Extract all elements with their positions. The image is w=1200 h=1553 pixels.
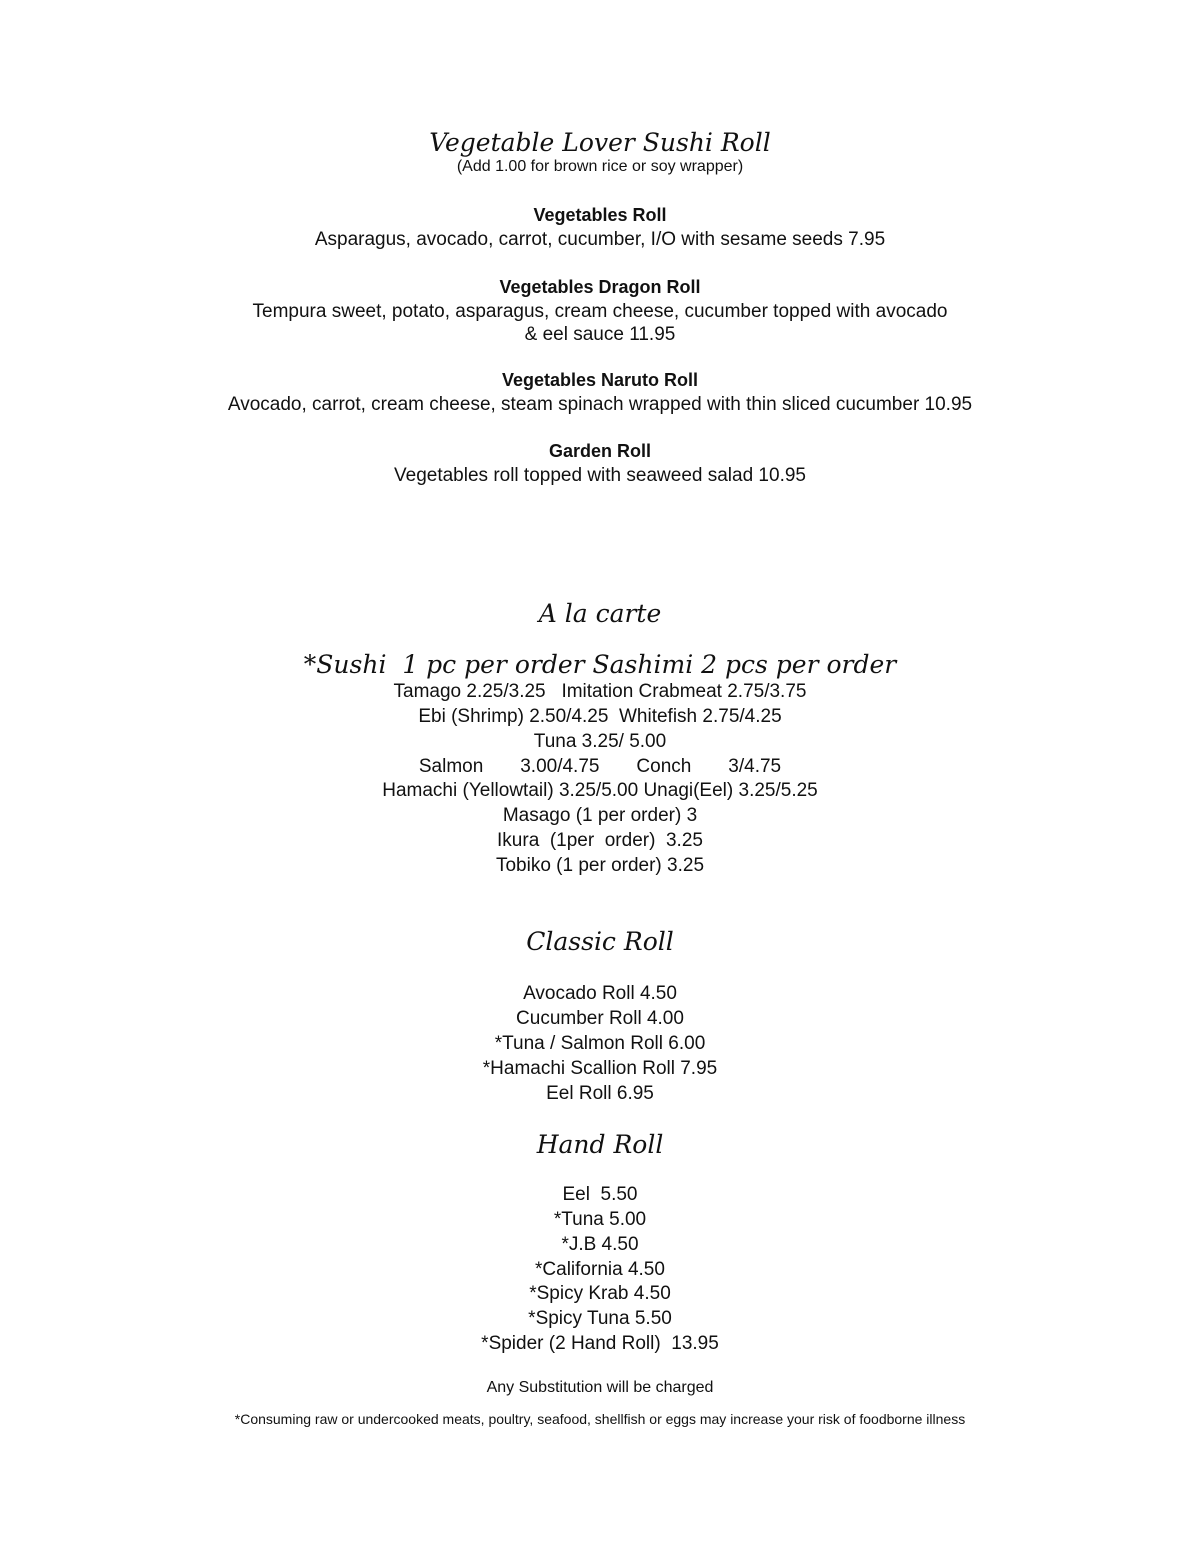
hand-roll-line: *Spider (2 Hand Roll) 13.95 xyxy=(481,1333,719,1354)
hand-roll-title: Hand Roll xyxy=(536,1130,664,1159)
a-la-carte-line: Tuna 3.25/ 5.00 xyxy=(533,731,667,752)
menu-item-description: Tempura sweet, potato, asparagus, cream cheese, cucumber topped with avocado xyxy=(252,301,948,322)
menu-item-name: Vegetables Roll xyxy=(533,205,667,225)
hand-roll-line: *Tuna 5.00 xyxy=(553,1209,647,1230)
classic-roll-line: Avocado Roll 4.50 xyxy=(523,983,677,1004)
a-la-carte-line: Ebi (Shrimp) 2.50/4.25 Whitefish 2.75/4.25 xyxy=(418,706,782,727)
menu-item-name: Garden Roll xyxy=(548,441,651,461)
hand-roll-line: *J.B 4.50 xyxy=(561,1234,639,1255)
hand-roll-line: Eel 5.50 xyxy=(562,1184,638,1205)
menu-item-name: Vegetables Dragon Roll xyxy=(499,277,701,297)
classic-roll-line: Cucumber Roll 4.00 xyxy=(516,1008,684,1029)
menu-item-description: Vegetables roll topped with seaweed salad 10.95 xyxy=(394,465,806,486)
a-la-carte-line: Ikura (1per order) 3.25 xyxy=(497,830,703,851)
a-la-carte-line: Tamago 2.25/3.25 Imitation Crabmeat 2.75/3.75 xyxy=(393,681,807,702)
a-la-carte-line: Masago (1 per order) 3 xyxy=(502,805,698,826)
hand-roll-line: *California 4.50 xyxy=(535,1259,665,1280)
a-la-carte-line: Tobiko (1 per order) 3.25 xyxy=(495,855,705,876)
menu-item-description: Asparagus, avocado, carrot, cucumber, I/O with sesame seeds 7.95 xyxy=(314,229,886,250)
classic-roll-line: *Hamachi Scallion Roll 7.95 xyxy=(482,1058,718,1079)
menu-item-description: & eel sauce 11.95 xyxy=(524,324,676,345)
hand-roll-line: *Spicy Krab 4.50 xyxy=(529,1283,671,1304)
a-la-carte-line: Salmon 3.00/4.75 Conch 3/4.75 xyxy=(418,756,782,777)
a-la-carte-subtitle: *Sushi 1 pc per order Sashimi 2 pcs per order xyxy=(303,650,897,679)
substitution-note: Any Substitution will be charged xyxy=(486,1379,714,1396)
classic-roll-line: Eel Roll 6.95 xyxy=(546,1083,654,1104)
vegetable-section-title: Vegetable Lover Sushi Roll xyxy=(429,128,771,157)
classic-roll-line: *Tuna / Salmon Roll 6.00 xyxy=(494,1033,706,1054)
menu-item-name: Vegetables Naruto Roll xyxy=(501,370,699,390)
a-la-carte-title: A la carte xyxy=(538,599,662,628)
menu-item-description: Avocado, carrot, cream cheese, steam spinach wrapped with thin sliced cucumber 10.95 xyxy=(227,394,973,415)
vegetable-section-subtitle: (Add 1.00 for brown rice or soy wrapper) xyxy=(456,158,744,175)
hand-roll-line: *Spicy Tuna 5.50 xyxy=(528,1308,672,1329)
food-safety-warning: *Consuming raw or undercooked meats, poultry, seafood, shellfish or eggs may increase your risk of foodborne illness xyxy=(234,1411,966,1427)
classic-roll-title: Classic Roll xyxy=(526,927,674,956)
a-la-carte-line: Hamachi (Yellowtail) 3.25/5.00 Unagi(Eel) 3.25/5.25 xyxy=(382,780,818,801)
